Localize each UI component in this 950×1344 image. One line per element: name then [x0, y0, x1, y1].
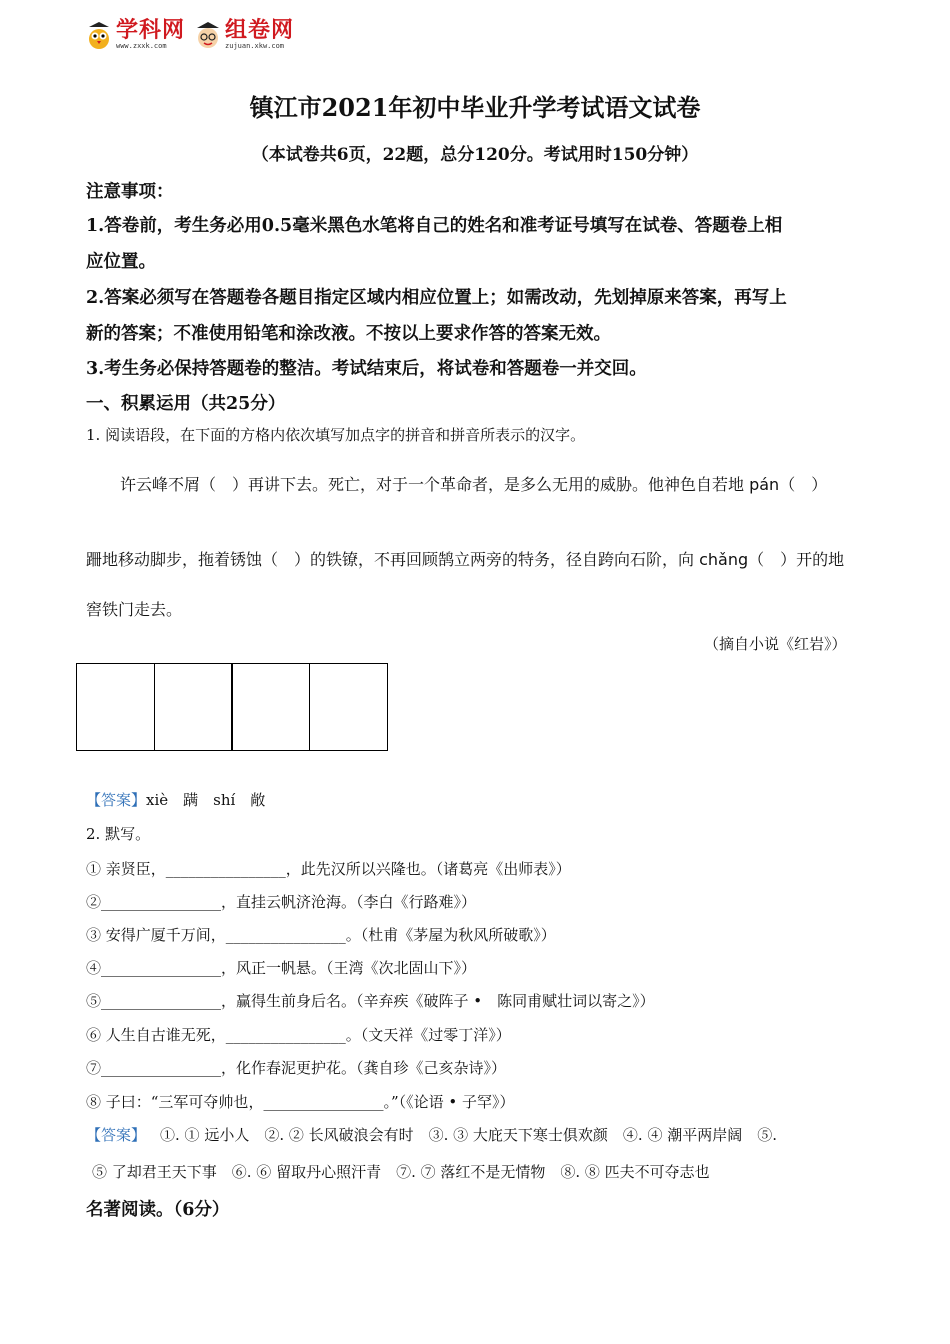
answer-box[interactable] — [309, 663, 388, 751]
passage-line: 窖铁门走去。 — [86, 600, 183, 619]
question-prompt: 1. 阅读语段，在下面的方格内依次填写加点字的拼音和拼音所表示的汉字。 — [86, 426, 586, 444]
dictation-item: ⑥ 人生自古谁无死，________________。（文天祥《过零丁洋》） — [86, 1026, 511, 1044]
notice-line: 2.答案必须写在答题卷各题目指定区域内相应位置上；如需改动，先划掉原来答案，再写上 — [86, 288, 787, 308]
page-title: 镇江市2021年初中毕业升学考试语文试卷 — [249, 93, 701, 122]
answer-label: 【答案】 — [86, 791, 147, 809]
answer-label: 【答案】 — [86, 1126, 147, 1144]
dictation-item: ④________________，风正一帆悬。（王湾《次北固山下》） — [86, 959, 477, 977]
owl-mascot-icon — [86, 20, 112, 50]
answer-box[interactable] — [76, 663, 155, 751]
answer-box[interactable] — [154, 663, 233, 751]
xueke-logo-url: www.zxxk.com — [116, 42, 167, 50]
zujuan-logo — [195, 20, 294, 50]
question-prompt: 2. 默写。 — [86, 825, 151, 843]
student-mascot-icon — [195, 20, 221, 50]
notice-heading: 注意事项： — [86, 182, 174, 202]
header-logos — [86, 14, 294, 56]
notice-line: 3.考生务必保持答题卷的整洁。考试结束后，将试卷和答题卷一并交回。 — [86, 359, 647, 379]
answer-text: xiè 蹒 shí 敞 — [146, 791, 266, 809]
section-heading: 名著阅读。（6分） — [86, 1200, 230, 1220]
passage-line: 跚地移动脚步，拖着锈蚀（ ）的铁镣，不再回顾鹄立两旁的特务，径自跨向石阶，向 chǎng（ ）开的地 — [86, 550, 845, 569]
q1-answer — [86, 789, 265, 810]
page-subtitle: （本试卷共6页，22题，总分120分。考试用时150分钟） — [251, 145, 699, 165]
zujuan-logo-text: 组卷网 — [225, 18, 295, 43]
dictation-item: ②________________，直挂云帆济沧海。（李白《行路难》） — [86, 893, 477, 911]
dictation-item: ③ 安得广厦千万间，________________。（杜甫《茅屋为秋风所破歌》） — [86, 926, 556, 944]
notice-line: 1.答卷前，考生务必用0.5毫米黑色水笔将自己的姓名和准考证号填写在试卷、答题卷上相 — [86, 216, 783, 236]
xueke-logo-text: 学科网 — [116, 18, 186, 43]
answer-text: ⑤ 了却君王天下事 ⑥. ⑥ 留取丹心照汗青 ⑦. ⑦ 落红不是无情物 ⑧. ⑧ 匹夫不可夺志也 — [92, 1163, 710, 1181]
notice-line: 新的答案；不准使用铅笔和涂改液。不按以上要求作答的答案无效。 — [86, 324, 611, 344]
passage-source: （摘自小说《红岩》） — [704, 635, 847, 653]
q2-answer — [86, 1124, 777, 1145]
dictation-item: ⑦________________，化作春泥更护花。（龚自珍《己亥杂诗》） — [86, 1059, 507, 1077]
answer-box[interactable] — [231, 663, 310, 751]
dictation-item: ⑤________________，赢得生前身后名。（辛弃疾《破阵子 • 陈同甫赋壮词以寄之》） — [86, 992, 655, 1010]
answer-text: ①. ① 远小人 ②. ② 长风破浪会有时 ③. ③ 大庇天下寒士俱欢颜 ④. ④ 潮平两岸阔 ⑤. — [160, 1126, 778, 1144]
dictation-item: ① 亲贤臣，________________，此先汉所以兴隆也。（诸葛亮《出师表》） — [86, 860, 571, 878]
section-heading: 一、积累运用（共25分） — [86, 394, 286, 414]
dictation-item: ⑧ 子曰：“三军可夺帅也，________________。”（《论语 • 子罕》） — [86, 1093, 515, 1111]
notice-line: 应位置。 — [86, 252, 156, 272]
zujuan-logo-url: zujuan.xkw.com — [225, 42, 285, 50]
passage-line: 许云峰不屑（ ）再讲下去。死亡，对于一个革命者，是多么无用的威胁。他神色自若地 pán（ ） — [120, 475, 828, 494]
xueke-logo — [86, 20, 185, 50]
answer-grid — [76, 663, 388, 751]
